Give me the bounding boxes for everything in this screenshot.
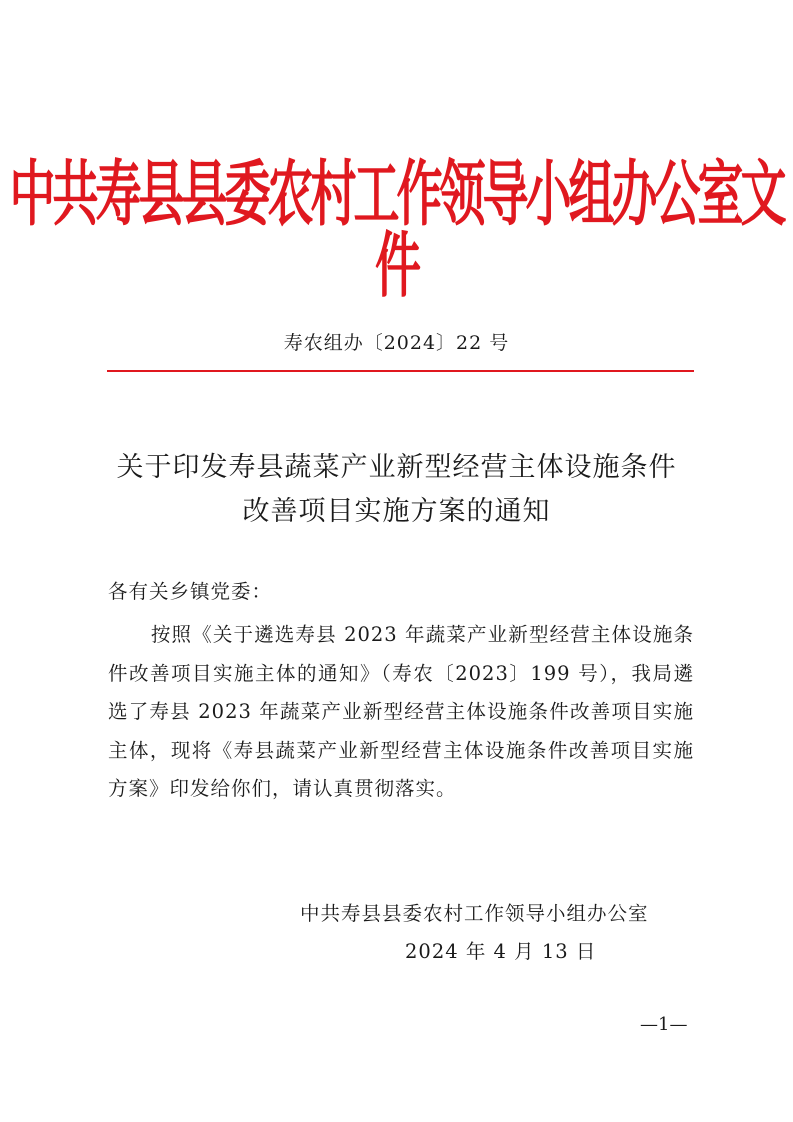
page-number: —1— [640,1014,688,1035]
document-number: 寿农组办〔2024〕22 号 [283,332,510,354]
document-title [0,446,793,534]
salutation: 各有关乡镇党委： [108,580,273,603]
title-line-2: 改善项目实施方案的通知 [242,496,551,527]
red-divider-line [107,370,694,372]
signature-organization: 中共寿县县委农村工作领导小组办公室 [300,902,649,925]
signature-date: 2024 年 4 月 13 日 [405,940,597,963]
title-line-1: 关于印发寿县蔬菜产业新型经营主体设施条件 [116,452,677,483]
issuer-masthead: 中共寿县县委农村工作领导小组办公室文件 [9,151,784,307]
body-paragraph: 按照《关于遴选寿县 2023 年蔬菜产业新型经营主体设施条件改善项目实施主体的通知》（寿农〔2023〕199 号），我局遴选了寿县 2023 年蔬菜产业新型经营主体设施条件改善项目实施主体，现将《寿县蔬菜产业新型经营主体设施条件改善项目实施方案》印发给你们，请认真贯彻落实。 [108,623,694,800]
